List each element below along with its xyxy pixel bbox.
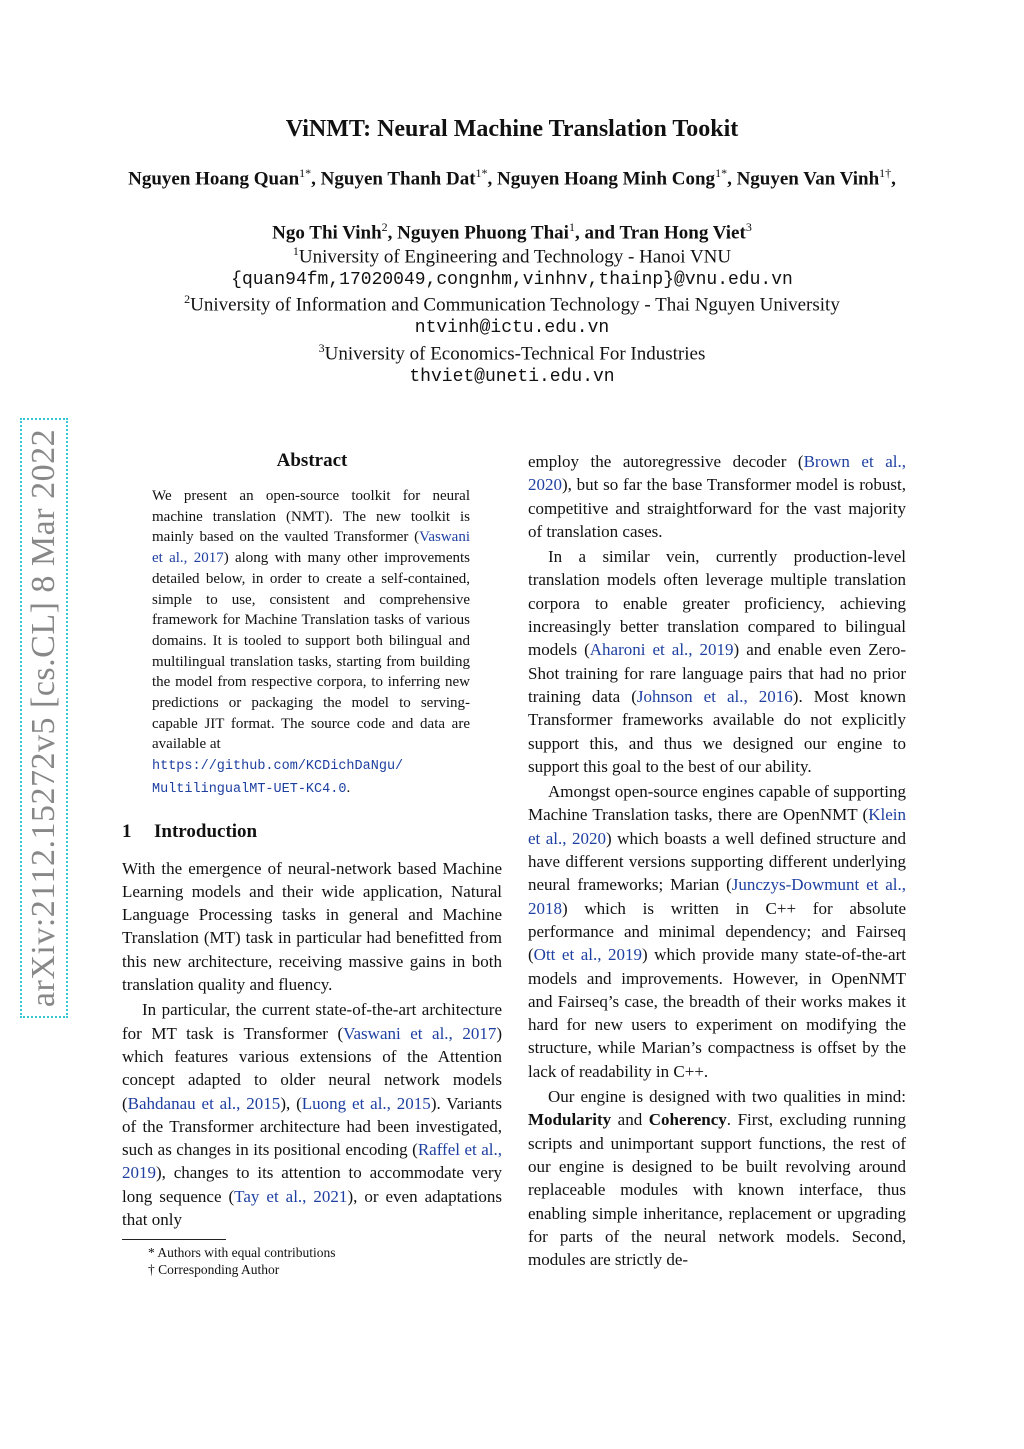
abstract-heading: Abstract xyxy=(276,450,348,471)
citation-link[interactable]: Vaswani et al., 2017 xyxy=(343,1023,497,1043)
author-mark: 1* xyxy=(715,166,728,180)
arxiv-sidebar-stamp xyxy=(20,418,68,1018)
author: Nguyen Thanh Dat xyxy=(320,168,476,190)
author-line-2: Ngo Thi Vinh$^2$, Nguyen Phuong Thai$^1$, and Tran Hong Viet$^3$ xyxy=(272,220,752,244)
footnote-corresponding-author: † Corresponding Author xyxy=(148,1262,280,1278)
abstract-span: . xyxy=(346,779,351,796)
text-span: ), changes to its attention to accommodate very long sequence ( xyxy=(122,1163,502,1206)
text-span: In a similar vein, currently production-level translation models often leverage multiple translation corpora to enable greater proficiency, achieving increasingly better translation compared to bilingual models ( xyxy=(528,547,906,660)
text-span: ) which is written in C++ for absolute performance and minimal dependency; and Fairseq ( xyxy=(528,898,906,965)
text-span: Amongst open-source engines capable of supporting Machine Translation tasks, there are OpenNMT ( xyxy=(528,782,906,825)
right-paragraph-3 xyxy=(528,780,906,1083)
citation-link[interactable]: Tay et al., 2021 xyxy=(234,1186,348,1206)
author: Nguyen Hoang Quan xyxy=(128,168,300,190)
footnote-divider xyxy=(122,1239,226,1240)
text-span: ) and enable even Zero-Shot training for rare language pairs that had no prior training data ( xyxy=(528,640,906,706)
affiliation-mark: 1 xyxy=(292,244,299,258)
section-number: 1 xyxy=(122,820,132,842)
author: and Tran Hong Viet xyxy=(584,222,746,244)
author: Nguyen Hoang Minh Cong xyxy=(497,168,716,190)
abstract-text xyxy=(152,486,470,801)
keyword-coherency: Coherency xyxy=(648,1110,727,1130)
affiliation-name: University of Economics-Technical For Industries xyxy=(324,343,706,365)
affiliation-1-email: {quan94fm,17020049,congnhm,vinhnv,thainp}@vnu.edu.vn xyxy=(231,270,793,290)
abstract-span: ) along with many other improvements detailed below, in order to create a self-contained, simple to use, consistent and comprehensive framework for Machine Translation tasks of various domains. It is tooled to support both bilingual and multilingual translation tasks, starting from building the model from respective corpora, to inferring new predictions or packaging the model to serving-capable JIT format. The source code and data are available at xyxy=(152,550,471,753)
author-mark: 2 xyxy=(381,220,388,234)
text-span: In particular, the current state-of-the-art architecture for MT task is Transformer ( xyxy=(122,1000,502,1043)
section-heading-introduction xyxy=(122,821,502,843)
keyword-modularity: Modularity xyxy=(528,1110,612,1130)
affiliation-name: University of Information and Communication Technology - Thai Nguyen University xyxy=(190,294,840,316)
url-part: MultilingualMT-UET-KC4.0 xyxy=(152,781,347,797)
affiliation-mark: 2 xyxy=(184,292,191,306)
affiliation-1 xyxy=(0,244,1024,268)
arxiv-identifier: arXiv:2112.15272v5 [cs.CL] 8 Mar 2022 xyxy=(25,428,62,1008)
text-span: ). Most known Transformer frameworks available do not explicitly support this, and thus we designed our engine to support this goal to the best of our ability. xyxy=(528,686,906,776)
text-span: ), ( xyxy=(280,1093,302,1113)
author-mark: 1* xyxy=(475,166,488,180)
section-title: Introduction xyxy=(154,820,258,842)
intro-paragraph-1: With the emergence of neural-network based Machine Learning models and their wide application, Natural Language Processing tasks in general and Machine Translation (MT) task in particular had benefitted from this new architecture, receiving massive gains in both translation quality and fluency. xyxy=(122,858,502,995)
right-column xyxy=(528,450,906,1271)
text-span: ) which boasts a well defined structure and have different versions supporting different underlying neural frameworks; Marian ( xyxy=(528,828,906,895)
author-mark: 1* xyxy=(299,166,312,180)
citation-link[interactable]: Johnson et al., 2016 xyxy=(636,686,793,706)
author-mark: 3 xyxy=(745,220,752,234)
text-span: employ the autoregressive decoder ( xyxy=(528,452,804,471)
citation-link[interactable]: Junczys-Dowmunt et al., 2018 xyxy=(528,875,907,918)
author: Nguyen Phuong Thai xyxy=(397,222,569,244)
citation-link[interactable]: Klein et al., 2020 xyxy=(528,805,906,848)
paper-title: ViNMT: Neural Machine Translation Tookit xyxy=(285,116,739,142)
url-part: https://github.com/KCDichDaNgu/ xyxy=(152,759,404,775)
github-url-link[interactable] xyxy=(152,759,403,797)
text-span: Our engine is designed with two qualities in mind: xyxy=(548,1087,906,1107)
author: Nguyen Van Vinh xyxy=(736,168,880,190)
right-paragraph-1 xyxy=(528,450,906,543)
text-span: ). Variants of the Transformer architecture had been investigated, such as changes in its positional encoding ( xyxy=(122,1093,502,1160)
abstract-span: We present an open-source toolkit for neural machine translation (NMT). The new toolkit is mainly based on the vaulted Transformer ( xyxy=(152,488,470,546)
citation-link[interactable]: Aharoni et al., 2019 xyxy=(589,640,734,660)
text-span: . First, excluding running scripts and unimportant support functions, the rest of our engine is designed to be built revolving around replaceable modules with known interface, thus enabling simple inheritance, replacement or upgrading for parts of the neural network models. Second, modules are strictly de- xyxy=(528,1110,906,1270)
text-span: ), or even adaptations that only xyxy=(122,1186,502,1229)
citation-link[interactable]: Bahdanau et al., 2015 xyxy=(127,1093,281,1113)
author-mark: 1† xyxy=(879,166,892,180)
author-line-1: Nguyen Hoang Quan$^{1*}$, Nguyen Thanh Dat$^{1*}$, Nguyen Hoang Minh Cong$^{1*}$, Nguyen Van Vinh$^{1\dagger}$, xyxy=(128,166,896,190)
author-mark: 1 xyxy=(568,220,575,234)
affiliation-3 xyxy=(0,341,1024,365)
right-paragraph-2 xyxy=(528,545,906,778)
intro-paragraph-2 xyxy=(122,998,502,1231)
affiliation-2 xyxy=(0,292,1024,316)
text-span: ) which provide many state-of-the-art models and improvements. However, in OpenNMT and Fairseq’s case, the breadth of their works makes it hard for new users to experiment on modifying the structure, while Marian’s compactness is offset by the lack of readability in C++. xyxy=(528,945,906,1081)
citation-link[interactable]: Brown et al., 2020 xyxy=(528,452,906,495)
affiliation-2-email: ntvinh@ictu.edu.vn xyxy=(414,318,610,338)
left-column xyxy=(122,450,502,1278)
affiliation-3-email: thviet@uneti.edu.vn xyxy=(409,367,615,387)
citation-link[interactable]: Vaswani et al., 2017 xyxy=(152,529,470,567)
affiliation-mark: 3 xyxy=(318,341,325,355)
text-span: and xyxy=(611,1110,649,1130)
citation-link[interactable]: Raffel et al., 2019 xyxy=(122,1140,502,1183)
citation-link[interactable]: Luong et al., 2015 xyxy=(301,1093,431,1113)
author: Ngo Thi Vinh xyxy=(272,222,382,244)
text-span: ), but so far the base Transformer model is robust, competitive and straightforward for the vast majority of translation cases. xyxy=(528,475,906,541)
affiliation-name: University of Engineering and Technology - Hanoi VNU xyxy=(298,246,732,268)
footnote-equal-contribution: * Authors with equal contributions xyxy=(148,1245,336,1261)
text-span: ) which features various extensions of the Attention concept adapted to older neural network models ( xyxy=(122,1023,503,1113)
citation-link[interactable]: Ott et al., 2019 xyxy=(533,945,642,965)
right-paragraph-4 xyxy=(528,1085,906,1271)
